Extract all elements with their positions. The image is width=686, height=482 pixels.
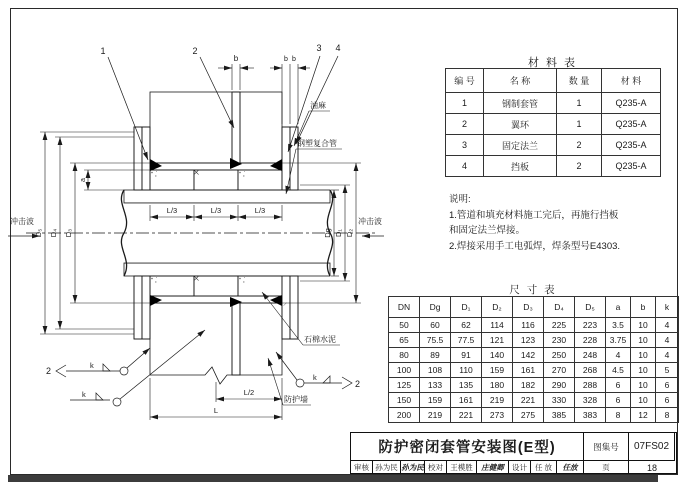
materials-table xyxy=(445,68,661,177)
size-cell: 10 xyxy=(631,333,656,348)
size-table xyxy=(388,296,679,423)
size-cell: 80 xyxy=(389,348,420,363)
reviewer-name: 孙为民 xyxy=(373,461,401,474)
size-cell: 225 xyxy=(544,318,575,333)
materials-row xyxy=(446,135,661,156)
size-cell: 223 xyxy=(575,318,606,333)
size-cell: 116 xyxy=(513,318,544,333)
size-cell: 161 xyxy=(451,393,482,408)
size-cell: 125 xyxy=(389,378,420,393)
size-cell: 290 xyxy=(544,378,575,393)
size-cell: 4.5 xyxy=(606,363,631,378)
designer-name: 任 放 xyxy=(531,461,557,474)
callout-2: 2 xyxy=(192,46,198,56)
size-cell: 114 xyxy=(482,318,513,333)
dim-label-d3: D₃ xyxy=(64,228,73,238)
designer-signature: 任放 xyxy=(557,461,584,474)
dim-label-d1: D₁ xyxy=(334,229,343,237)
dim-label-b: b xyxy=(233,54,239,63)
size-cell: 328 xyxy=(575,393,606,408)
dim-label-l2: L/2 xyxy=(243,388,255,397)
size-cell: 110 xyxy=(451,363,482,378)
size-header: D₃ xyxy=(513,297,544,318)
size-table-title: 尺 寸 表 xyxy=(509,284,557,296)
dim-label-d5: D₅ xyxy=(34,228,43,238)
materials-header: 名 称 xyxy=(484,69,557,93)
size-cell: 100 xyxy=(389,363,420,378)
size-cell: 6 xyxy=(606,378,631,393)
protective-wall-label: 防护墙 xyxy=(284,395,308,404)
notes-title: 说明: xyxy=(449,194,471,205)
size-cell: 221 xyxy=(513,393,544,408)
size-cell: 6 xyxy=(606,393,631,408)
size-cell: 5 xyxy=(656,363,679,378)
size-cell: 75.5 xyxy=(420,333,451,348)
size-header: k xyxy=(656,297,679,318)
size-cell: 8 xyxy=(606,408,631,423)
size-cell: 383 xyxy=(575,408,606,423)
size-cell: 4 xyxy=(656,348,679,363)
materials-cell: 4 xyxy=(446,156,484,177)
size-cell: 180 xyxy=(482,378,513,393)
size-header: D₅ xyxy=(575,297,606,318)
checker-role-label: 校对 xyxy=(425,461,447,474)
atlas-number-label: 图集号 xyxy=(584,433,629,461)
size-cell: 10 xyxy=(631,348,656,363)
size-header: b xyxy=(631,297,656,318)
materials-cell: 翼环 xyxy=(484,114,557,135)
weld-k-label: k xyxy=(313,373,317,382)
size-row xyxy=(389,363,679,378)
size-cell: 77.5 xyxy=(451,333,482,348)
oakum-label: 油麻 xyxy=(310,101,326,110)
size-cell: 250 xyxy=(544,348,575,363)
size-cell: 330 xyxy=(544,393,575,408)
size-header: D₁ xyxy=(451,297,482,318)
size-cell: 8 xyxy=(656,408,679,423)
size-header: a xyxy=(606,297,631,318)
materials-row xyxy=(446,114,661,135)
size-cell: 89 xyxy=(420,348,451,363)
size-cell: 91 xyxy=(451,348,482,363)
size-cell: 219 xyxy=(482,393,513,408)
size-cell: 60 xyxy=(420,318,451,333)
size-cell: 6 xyxy=(656,393,679,408)
dim-label-l3: L/3 xyxy=(166,206,178,215)
size-cell: 268 xyxy=(575,363,606,378)
materials-cell: 1 xyxy=(446,93,484,114)
shock-wave-label-right: 冲击波 xyxy=(358,217,382,226)
size-cell: 50 xyxy=(389,318,420,333)
dim-label-d4: D₄ xyxy=(49,228,58,238)
size-cell: 10 xyxy=(631,378,656,393)
size-cell: 4 xyxy=(656,318,679,333)
size-cell: 142 xyxy=(513,348,544,363)
materials-cell: 1 xyxy=(557,114,602,135)
size-cell: 3.5 xyxy=(606,318,631,333)
dim-label-b: b xyxy=(292,56,296,63)
size-cell: 273 xyxy=(482,408,513,423)
size-cell: 10 xyxy=(631,393,656,408)
dim-label-dg: Dg xyxy=(323,228,332,238)
notes-line: 1.管道和填充材料施工完后，再施行挡板 xyxy=(449,209,619,221)
size-row xyxy=(389,378,679,393)
dim-label-a: a xyxy=(80,178,87,182)
materials-cell: Q235-A xyxy=(602,156,661,177)
materials-row xyxy=(446,93,661,114)
size-cell: 121 xyxy=(482,333,513,348)
callout-4: 4 xyxy=(335,43,341,53)
designer-role-label: 设计 xyxy=(509,461,531,474)
weld-callout-2: 2 xyxy=(355,379,361,389)
size-cell: 12 xyxy=(631,408,656,423)
materials-header-row xyxy=(446,69,661,93)
size-row xyxy=(389,333,679,348)
size-cell: 159 xyxy=(420,393,451,408)
size-cell: 6 xyxy=(656,378,679,393)
size-cell: 65 xyxy=(389,333,420,348)
size-cell: 10 xyxy=(631,318,656,333)
callout-3: 3 xyxy=(316,43,322,53)
page-bottom-shadow xyxy=(8,475,658,482)
page-number: 18 xyxy=(646,462,657,473)
materials-header: 数 量 xyxy=(557,69,602,93)
size-cell: 230 xyxy=(544,333,575,348)
size-cell: 108 xyxy=(420,363,451,378)
size-cell: 159 xyxy=(482,363,513,378)
materials-header: 编 号 xyxy=(446,69,484,93)
callout-1: 1 xyxy=(100,46,106,56)
size-cell: 4 xyxy=(606,348,631,363)
title-block xyxy=(350,432,677,474)
size-header: D₂ xyxy=(482,297,513,318)
materials-table-title: 材 料 表 xyxy=(527,57,578,69)
reviewer-signature: 孙为民 xyxy=(401,463,424,472)
size-header: Dg xyxy=(420,297,451,318)
size-cell: 221 xyxy=(451,408,482,423)
dim-label-l3: L/3 xyxy=(210,206,222,215)
size-cell: 228 xyxy=(575,333,606,348)
materials-cell: Q235-A xyxy=(602,114,661,135)
materials-cell: Q235-A xyxy=(602,93,661,114)
materials-row xyxy=(446,156,661,177)
checker-signature: 庄健卿 xyxy=(477,461,509,474)
weld-k-label: k xyxy=(90,361,94,370)
size-row xyxy=(389,393,679,408)
materials-cell: 1 xyxy=(557,93,602,114)
reviewer-role-label: 审核 xyxy=(351,461,373,474)
materials-cell: 挡板 xyxy=(484,156,557,177)
size-cell: 161 xyxy=(513,363,544,378)
materials-header: 材 料 xyxy=(602,69,661,93)
size-header: DN xyxy=(389,297,420,318)
dim-label-d2: D₂ xyxy=(345,228,354,238)
page-label: 页 xyxy=(584,461,629,474)
size-cell: 288 xyxy=(575,378,606,393)
dim-label-l: L xyxy=(213,406,219,415)
size-cell: 10 xyxy=(631,363,656,378)
size-cell: 3.75 xyxy=(606,333,631,348)
size-cell: 133 xyxy=(420,378,451,393)
size-cell: 123 xyxy=(513,333,544,348)
size-header: D₄ xyxy=(544,297,575,318)
size-cell: 275 xyxy=(513,408,544,423)
asbestos-cement-label: 石棉水泥 xyxy=(304,335,336,344)
size-cell: 140 xyxy=(482,348,513,363)
weld-callout-2: 2 xyxy=(46,366,52,376)
size-cell: 270 xyxy=(544,363,575,378)
size-cell: 135 xyxy=(451,378,482,393)
materials-cell: 2 xyxy=(557,156,602,177)
composite-pipe-label: 钢塑复合管 xyxy=(297,139,337,148)
materials-cell: 3 xyxy=(446,135,484,156)
materials-cell: 钢制套管 xyxy=(484,93,557,114)
materials-cell: 固定法兰 xyxy=(484,135,557,156)
size-header-row xyxy=(389,297,679,318)
size-cell: 385 xyxy=(544,408,575,423)
size-cell: 182 xyxy=(513,378,544,393)
materials-cell: Q235-A xyxy=(602,135,661,156)
size-cell: 200 xyxy=(389,408,420,423)
size-cell: 248 xyxy=(575,348,606,363)
checker-name: 王模胜 xyxy=(447,461,477,474)
materials-cell: 2 xyxy=(557,135,602,156)
size-row xyxy=(389,348,679,363)
dim-label-b: b xyxy=(284,56,288,63)
size-cell: 62 xyxy=(451,318,482,333)
notes-block xyxy=(449,192,677,255)
size-cell: 219 xyxy=(420,408,451,423)
notes-line: 2.焊接采用手工电弧焊，焊条型号E4303. xyxy=(449,241,621,253)
size-cell: 150 xyxy=(389,393,420,408)
size-row xyxy=(389,318,679,333)
drawing-title: 防护密闭套管安装图(E型) xyxy=(351,433,584,461)
shock-wave-label-left: 冲击波 xyxy=(10,217,34,226)
materials-cell: 2 xyxy=(446,114,484,135)
notes-line: 和固定法兰焊接。 xyxy=(449,225,526,237)
atlas-number-value: 07FS02 xyxy=(629,433,675,461)
size-cell: 4 xyxy=(656,333,679,348)
weld-k-label: k xyxy=(82,390,86,399)
dim-label-l3: L/3 xyxy=(254,206,266,215)
size-row xyxy=(389,408,679,423)
